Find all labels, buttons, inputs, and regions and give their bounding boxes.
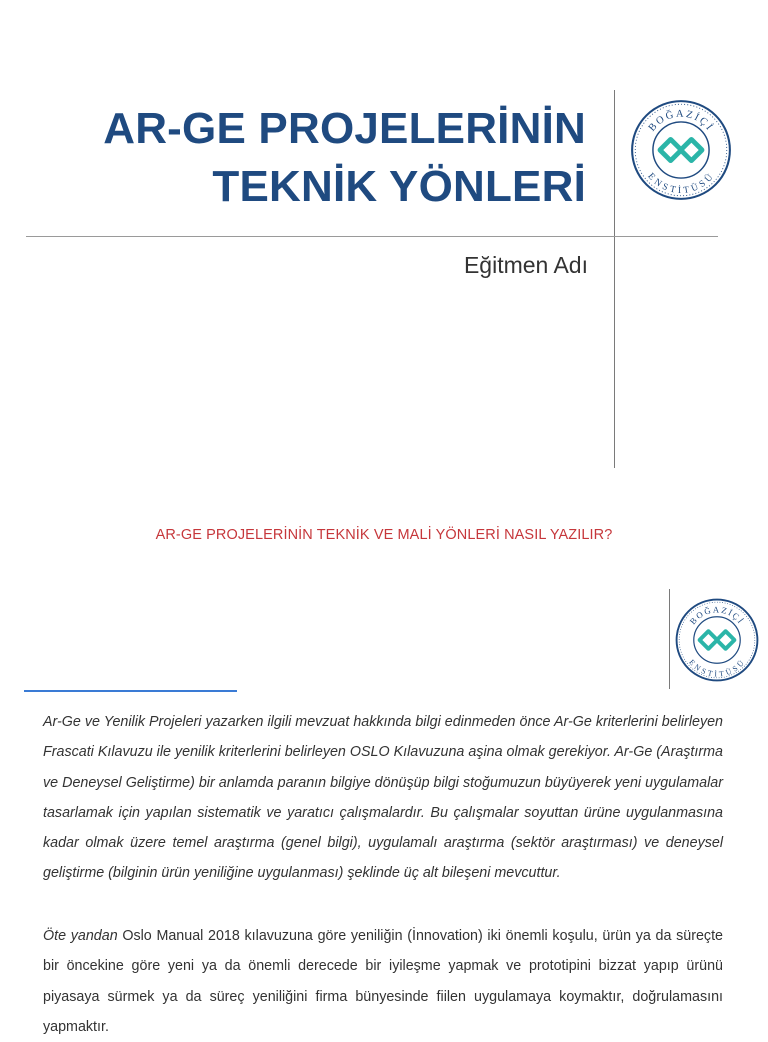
horizontal-divider [26, 236, 718, 237]
paragraph-arge-definition: Ar-Ge ve Yenilik Projeleri yazarken ilgili mevzuat hakkında bilgi edinmeden önce Ar-Ge kriterlerini belirleyen Frascati Kılavuzu ile yenilik kriterlerini belirleyen OSLO Kılavuzuna aşina olmak gerekiyor. Ar-Ge (Araştırma ve Deneysel Geliştirme) bir anlamda paranın bilgiye dönüşüp bilgi stoğumuzun büyüyerek yeni uygulamalar tasarlamak için yapılan sistematik ve yaratıcı çalışmalardır. Bu çalışmalar soyuttan ürüne uygulanmasına kadar olmak üzere temel araştırma (genel bilgi), uygulamalı araştırma (sektör araştırması) ve deneysel geliştirme (bilginin ürün yeniliğine uygulanması) şeklinde üç alt bileşeni mevcuttur. [43, 714, 723, 882]
paragraph-body: Oslo Manual 2018 kılavuzuna göre yeniliğin (İnnovation) iki önemli koşulu, ürün ya da süreçte bir öncekine göre yeni ya da önemli derecede bir iyileşme yapmak ve prototipini bizzat yapıp ürünü piyasaya sürmek ya da süreç yeniliğini firma bünyesinde fiilen uygulamaya koymaktır, doğrulamasını yapmaktır. [43, 928, 724, 1035]
section-rule [24, 690, 237, 692]
document-subtitle: AR-GE PROJELERİNİN TEKNİK VE MALİ YÖNLERİ NASIL YAZILIR? [155, 527, 613, 543]
instructor-name: Eğitmen Adı [463, 252, 588, 278]
title-line-1: AR-GE PROJELERİNİN [103, 104, 586, 153]
vertical-divider-top [614, 90, 615, 468]
infinity-mark-icon [660, 140, 702, 161]
infinity-mark-icon [700, 631, 734, 648]
logo-small-bottom-text: ENSTİTÜSÜ [687, 657, 747, 679]
title-line-2: TEKNİK YÖNLERİ [212, 162, 586, 211]
vertical-divider-mid [669, 589, 670, 689]
bogazici-enstitusu-logo-small [674, 596, 760, 684]
paragraph-lead: Öte yandan [43, 928, 118, 944]
document-title [103, 100, 586, 216]
logo-small-top-text: BOĞAZİÇİ [687, 604, 747, 627]
logo-top-text: BOĞAZİÇİ [646, 108, 716, 134]
logo-bottom-text: ENSTİTÜSÜ [645, 171, 717, 197]
bogazici-enstitusu-logo [627, 98, 735, 202]
